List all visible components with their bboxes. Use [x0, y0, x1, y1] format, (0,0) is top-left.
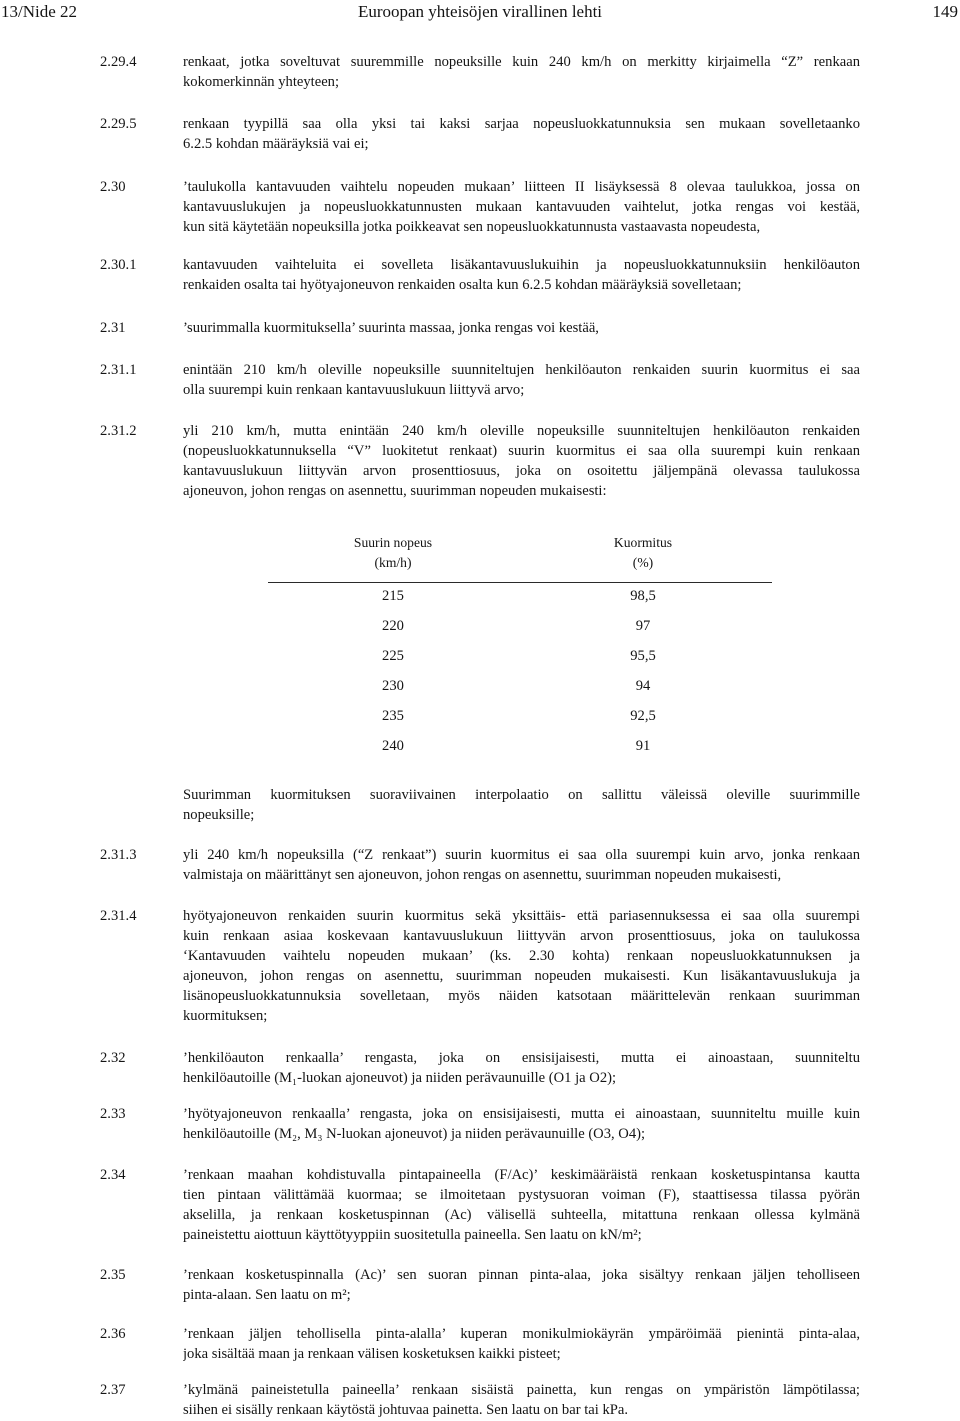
clause-text — [183, 1380, 860, 1420]
column-unit: (km/h) — [374, 555, 412, 570]
column-header-max-speed — [268, 533, 518, 573]
clause-text-line: ’renkaan jäljen tehollisella pinta-alalla’ kuperan monikulmiokäyrän ympäröimää pienintä pinta-alaa, — [183, 1326, 860, 1342]
clause-text — [183, 177, 860, 237]
clause-text-line: tien pintaan välittämää kuormaa; se ilmoitetaan pystysuoran voiman (F), staattisessa tilassa pyörän — [183, 1187, 860, 1203]
clause-text-line: paineistettu aiottuun käyttötyyppiin suositetulla paineella. Sen laatu on kN/m²; — [183, 1227, 642, 1243]
clause-2-34 — [100, 1165, 860, 1245]
clause-text-line: (nopeusluokkatunnuksella “V” luokitetut renkaat) suurin kuormitus ei saa olla suurempi kuin renkaan — [183, 443, 860, 459]
clause-text-line: renkaat, jotka soveltuvat suuremmille nopeuksille kuin 240 km/h on merkitty kirjaimella “Z” renkaan — [183, 54, 860, 70]
clause-text-line: kantavuuslukujen ja nopeusluokkatunnusten mukaan kantavuuden vaihtelut, jotka rengas voi kestää, — [183, 199, 860, 215]
max-speed-cell: 240 — [382, 738, 404, 754]
load-cell: 97 — [635, 618, 651, 634]
clause-text-line: ajoneuvon, johon rengas on asennettu, suurimman nopeuden mukaisesti. Kun lisäkantavuuslukuja ja — [183, 968, 860, 984]
load-cell: 94 — [635, 678, 651, 694]
clause-text-line: ’kylmänä paineistetulla paineella’ renkaan sisäistä painetta, kun rengas on ympäristön lämpötilassa; — [183, 1382, 860, 1398]
clause-text-line: renkaiden osalta tai hyötyajoneuvon renkaiden osalta kun 6.2.5 kohdan määräyksiä sovelletaan; — [183, 277, 742, 293]
clause-2-31-1 — [100, 360, 860, 400]
note-text-line: nopeuksille; — [183, 807, 255, 823]
clause-text — [183, 845, 860, 885]
table-row — [268, 611, 768, 641]
clause-text-line: 6.2.5 kohdan määräyksiä vai ei; — [183, 136, 369, 152]
table-row — [268, 701, 768, 731]
clause-text-line: joka sisältää maan ja renkaan välisen kosketuksen kaikki pisteet; — [183, 1346, 561, 1362]
clause-text-line: henkilöautoille (M₁-luokan ajoneuvot) ja niiden perävaunuille (O1 ja O2); — [183, 1070, 617, 1086]
clause-text-line: kokomerkinnän yhteyteen; — [183, 74, 340, 90]
table-row — [268, 641, 768, 671]
clause-number: 2.30 — [100, 179, 126, 195]
clause-2-30-1 — [100, 255, 860, 295]
note-text — [183, 785, 860, 825]
clause-2-29-5 — [100, 114, 860, 154]
column-header-load — [518, 533, 768, 573]
clause-2-33 — [100, 1104, 860, 1144]
journal-title: Euroopan yhteisöjen virallinen lehti — [357, 2, 603, 21]
page-number: 149 — [932, 2, 958, 21]
load-cell: 91 — [635, 738, 651, 754]
table-row — [268, 731, 768, 761]
max-speed-cell: 235 — [382, 708, 404, 724]
clause-text-line: olla suurempi kuin renkaan kantavuuslukuun liittyvä arvo; — [183, 382, 525, 398]
load-cell: 95,5 — [630, 648, 656, 664]
clause-text — [183, 52, 860, 92]
clause-number: 2.36 — [100, 1326, 126, 1342]
column-unit: (%) — [632, 555, 654, 570]
clause-text — [183, 360, 860, 400]
clause-text-line: renkaan tyypillä saa olla yksi tai kaksi sarjaa nopeusluokkatunnuksia sen mukaan sovelletaanko — [183, 116, 860, 132]
clause-text — [183, 906, 860, 1026]
column-title: Suurin nopeus — [353, 535, 433, 550]
clause-number: 2.35 — [100, 1267, 126, 1283]
clause-number: 2.37 — [100, 1382, 126, 1398]
clause-text — [183, 1324, 860, 1364]
clause-number: 2.33 — [100, 1106, 126, 1122]
clause-2-31-3 — [100, 845, 860, 885]
table-row — [268, 671, 768, 701]
clause-2-36 — [100, 1324, 860, 1364]
clause-number: 2.31.1 — [100, 362, 137, 378]
clause-2-37 — [100, 1380, 860, 1420]
clause-text — [183, 1265, 860, 1305]
column-title: Kuormitus — [613, 535, 673, 550]
clause-text-line: ’suurimmalla kuormituksella’ suurinta massaa, jonka rengas voi kestää, — [183, 320, 599, 336]
clause-text-line: akselilla, ja renkaan kosketuspinnan (Ac) välisellä suhteella, mitattuna renkaan ollessa kylmänä — [183, 1207, 860, 1223]
clause-2-31-2 — [100, 421, 860, 501]
clause-2-30 — [100, 177, 860, 237]
clause-text-line: kantavuuslukuun liittyvän arvon prosenttiosuus, joka on osoitettu jäljempänä olevassa taulukossa — [183, 463, 860, 479]
clause-text-line: ajoneuvon, johon rengas on asennettu, suurimman nopeuden mukaisesti: — [183, 483, 607, 499]
clause-2-31 — [100, 318, 860, 338]
clause-text-line: pinta-alaan. Sen laatu on m²; — [183, 1287, 351, 1303]
clause-number: 2.32 — [100, 1050, 126, 1066]
clause-number: 2.31.2 — [100, 423, 137, 439]
load-cell: 92,5 — [630, 708, 656, 724]
max-speed-cell: 220 — [382, 618, 404, 634]
clause-2-32 — [100, 1048, 860, 1088]
table-row — [268, 581, 768, 611]
clause-text — [183, 114, 860, 154]
clause-text — [183, 1165, 860, 1245]
clause-text — [183, 318, 860, 338]
clause-text-line: lisänopeusluokkatunnuksia sovelletaan, myös näiden katsotaan määrittelevän renkaan suurimman — [183, 988, 860, 1004]
table-body — [268, 581, 768, 761]
clause-2-29-4 — [100, 52, 860, 92]
speed-load-table — [268, 533, 772, 763]
note-text-line: Suurimman kuormituksen suoraviivainen interpolaatio on sallittu väleissä oleville suurimmille — [183, 787, 860, 803]
clause-number: 2.31 — [100, 320, 126, 336]
clause-text-line: kun sitä käytetään nopeuksilla jotka poikkeavat sen nopeusluokkatunnusta vastaavasta nopeudesta, — [183, 219, 761, 235]
clause-text — [183, 1048, 860, 1088]
clause-2-31-4 — [100, 906, 860, 1026]
interpolation-note — [100, 785, 860, 825]
clause-number: 2.34 — [100, 1167, 126, 1183]
clause-text-line: yli 240 km/h nopeuksilla (“Z renkaat”) suurin kuormitus ei saa olla suurempi kuin arvo, jonka renkaan — [183, 847, 860, 863]
clause-text-line: enintään 210 km/h oleville nopeuksille suunniteltujen henkilöauton renkaiden suurin kuormitus ei saa — [183, 362, 860, 378]
clause-text-line: kuormituksen; — [183, 1008, 268, 1024]
clause-text-line: kuin renkaan asiaa koskevaan kantavuuslukuun liittyvän arvon prosenttiosuus, joka on taulukossa — [183, 928, 860, 944]
max-speed-cell: 215 — [382, 588, 404, 604]
clause-text-line: ’renkaan kosketuspinnalla (Ac)’ sen suoran pinnan pinta-alaa, joka sisältyy renkaan jäljen teholliseen — [183, 1267, 860, 1283]
clause-text-line: siihen ei sisälly renkaan käytöstä johtuvaa painetta. Sen laatu on bar tai kPa. — [183, 1402, 628, 1418]
load-cell: 98,5 — [630, 588, 656, 604]
clause-text-line: ’renkaan maahan kohdistuvalla pintapaineella (F/Ac)’ keskimääräistä renkaan kosketuspintansa kautta — [183, 1167, 860, 1183]
clause-number: 2.31.4 — [100, 908, 137, 924]
table-header — [268, 533, 768, 573]
clause-number: 2.31.3 — [100, 847, 137, 863]
clause-text — [183, 421, 860, 501]
clause-text-line: ’taulukolla kantavuuden vaihtelu nopeuden mukaan’ liitteen II lisäyksessä 8 olevaa taulukkoa, jossa on — [183, 179, 860, 195]
clause-2-35 — [100, 1265, 860, 1305]
clause-text-line: hyötyajoneuvon renkaiden suurin kuormitus sekä yksittäis- että pariasennuksessa ei saa olla suurempi — [183, 908, 860, 924]
clause-text — [183, 255, 860, 295]
clause-text-line: ’hyötyajoneuvon renkaalla’ rengasta, joka on ensisijaisesti, mutta ei ainoastaan, suunniteltu muille kuin — [183, 1106, 860, 1122]
clause-text-line: yli 210 km/h, mutta enintään 240 km/h oleville nopeuksille suunniteltujen henkilöauton renkaiden — [183, 423, 860, 439]
clause-number: 2.30.1 — [100, 257, 137, 273]
clause-text-line: valmistaja on määrittänyt sen ajoneuvon, johon rengas on asennettu, suurimman nopeuden mukaisesti, — [183, 867, 782, 883]
clause-text-line: henkilöautoille (M₂, M₃ N-luokan ajoneuvot) ja niiden perävaunuille (O3, O4); — [183, 1126, 646, 1142]
clause-text-line: ’henkilöauton renkaalla’ rengasta, joka on ensisijaisesti, mutta ei ainoastaan, suunniteltu — [183, 1050, 860, 1066]
clause-text-line: kantavuuden vaihteluita ei sovelleta lisäkantavuuslukuihin ja nopeusluokkatunnuksiin henkilöauton — [183, 257, 860, 273]
clause-text-line: ‘Kantavuuden vaihtelu nopeuden mukaan’ (ks. 2.30 kohta) renkaan nopeusluokkatunnuksen ja — [183, 948, 860, 964]
clause-number: 2.29.4 — [100, 54, 137, 70]
volume-label: 13/Nide 22 — [1, 2, 78, 21]
clause-text — [183, 1104, 860, 1144]
max-speed-cell: 230 — [382, 678, 404, 694]
max-speed-cell: 225 — [382, 648, 404, 664]
clause-number: 2.29.5 — [100, 116, 137, 132]
